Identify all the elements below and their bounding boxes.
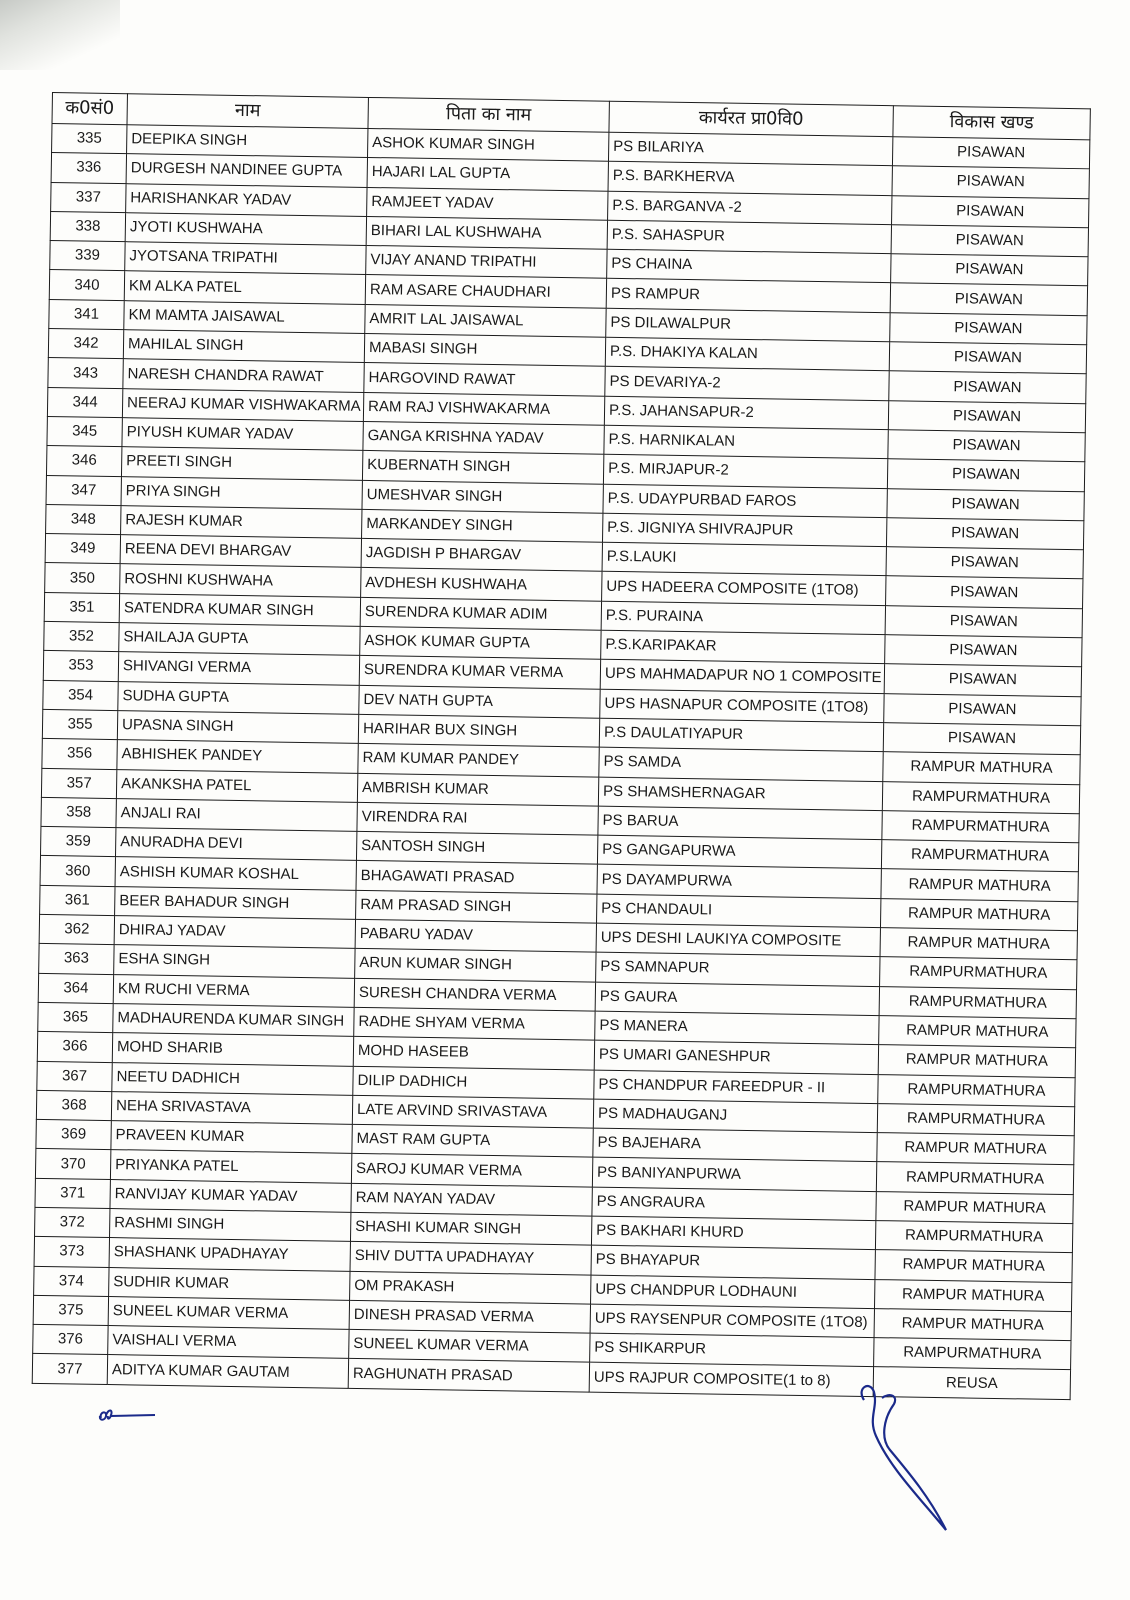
- cell-father-name: SHIV DUTTA UPADHAYAY: [350, 1242, 591, 1275]
- cell-name: DHIRAJ YADAV: [114, 916, 355, 949]
- cell-serial-number: 366: [37, 1032, 112, 1062]
- cell-father-name: DEV NATH GUPTA: [359, 685, 600, 718]
- cell-serial-number: 369: [36, 1119, 111, 1149]
- cell-working-school: PS GANGAPURWA: [597, 835, 881, 869]
- cell-serial-number: 374: [34, 1266, 109, 1296]
- cell-working-school: UPS HASNAPUR COMPOSITE (1TO8): [600, 689, 884, 723]
- cell-development-block: PISAWAN: [888, 430, 1085, 462]
- cell-name: ROSHNI KUSHWAHA: [120, 564, 361, 597]
- cell-development-block: RAMPUR MATHURA: [878, 1045, 1075, 1077]
- cell-development-block: RAMPURMATHURA: [881, 840, 1078, 872]
- cell-serial-number: 354: [43, 680, 118, 710]
- cell-working-school: UPS CHANDPUR LODHAUNI: [591, 1275, 875, 1309]
- cell-serial-number: 345: [47, 416, 122, 446]
- cell-name: MOHD SHARIB: [112, 1033, 353, 1066]
- cell-serial-number: 338: [50, 211, 125, 241]
- cell-development-block: RAMPURMATHURA: [874, 1338, 1071, 1370]
- cell-name: KM RUCHI VERMA: [113, 974, 354, 1007]
- initials-mark: [95, 1402, 165, 1426]
- cell-father-name: GANGA KRISHNA YADAV: [363, 421, 604, 454]
- cell-father-name: SURENDRA KUMAR VERMA: [359, 656, 600, 689]
- cell-name: VAISHALI VERMA: [108, 1326, 349, 1359]
- cell-father-name: ASHOK KUMAR GUPTA: [360, 626, 601, 659]
- cell-father-name: KUBERNATH SINGH: [362, 451, 603, 484]
- cell-working-school: PS CHANDAULI: [597, 894, 881, 928]
- cell-father-name: BIHARI LAL KUSHWAHA: [366, 216, 607, 249]
- cell-father-name: DILIP DADHICH: [353, 1066, 594, 1099]
- cell-father-name: MABASI SINGH: [364, 334, 605, 367]
- cell-development-block: PISAWAN: [887, 459, 1084, 491]
- cell-father-name: MAST RAM GUPTA: [352, 1124, 593, 1157]
- cell-serial-number: 364: [38, 973, 113, 1003]
- cell-working-school: PS RAMPUR: [606, 279, 890, 313]
- cell-father-name: ASHOK KUMAR SINGH: [368, 128, 609, 161]
- cell-serial-number: 347: [46, 475, 121, 505]
- cell-father-name: RAMJEET YADAV: [367, 187, 608, 220]
- cell-working-school: P.S. BARKHERVA: [608, 162, 892, 196]
- cell-development-block: PISAWAN: [886, 547, 1083, 579]
- cell-father-name: ARUN KUMAR SINGH: [355, 949, 596, 982]
- cell-development-block: RAMPURMATHURA: [878, 1074, 1075, 1106]
- page-corner-shadow: [0, 0, 120, 70]
- cell-working-school: PS SHIKARPUR: [590, 1333, 874, 1367]
- cell-serial-number: 370: [35, 1149, 110, 1179]
- cell-name: SATENDRA KUMAR SINGH: [119, 593, 360, 626]
- cell-serial-number: 346: [46, 446, 121, 476]
- cell-father-name: SURENDRA KUMAR ADIM: [360, 597, 601, 630]
- cell-name: UPASNA SINGH: [117, 711, 358, 744]
- teacher-roster-table: [32, 92, 1091, 1400]
- cell-father-name: HARIHAR BUX SINGH: [358, 714, 599, 747]
- cell-working-school: PS CHANDPUR FAREEDPUR - II: [594, 1070, 878, 1104]
- cell-development-block: PISAWAN: [885, 635, 1082, 667]
- cell-serial-number: 376: [33, 1325, 108, 1355]
- cell-working-school: PS BAJEHARA: [593, 1128, 877, 1162]
- cell-serial-number: 344: [47, 387, 122, 417]
- cell-working-school: P.S. JAHANSAPUR-2: [604, 396, 888, 430]
- cell-serial-number: 357: [41, 768, 116, 798]
- cell-father-name: MARKANDEY SINGH: [362, 509, 603, 542]
- cell-working-school: PS BANIYANPURWA: [592, 1158, 876, 1192]
- signature-mark: [850, 1378, 960, 1538]
- cell-development-block: RAMPURMATHURA: [882, 781, 1079, 813]
- cell-father-name: RAM RAJ VISHWAKARMA: [363, 392, 604, 425]
- cell-name: PRIYA SINGH: [121, 476, 362, 509]
- cell-father-name: OM PRAKASH: [350, 1271, 591, 1304]
- cell-serial-number: 358: [41, 797, 116, 827]
- cell-working-school: PS BAKHARI KHURD: [591, 1216, 875, 1250]
- cell-development-block: RAMPUR MATHURA: [883, 752, 1080, 784]
- cell-name: PREETI SINGH: [121, 447, 362, 480]
- cell-working-school: PS DEVARIYA-2: [605, 367, 889, 401]
- cell-development-block: RAMPURMATHURA: [880, 957, 1077, 989]
- cell-serial-number: 355: [42, 709, 117, 739]
- cell-development-block: RAMPURMATHURA: [877, 1103, 1074, 1135]
- cell-development-block: RAMPUR MATHURA: [880, 898, 1077, 930]
- cell-name: NARESH CHANDRA RAWAT: [123, 359, 364, 392]
- cell-name: PRIYANKA PATEL: [110, 1150, 351, 1183]
- cell-serial-number: 341: [49, 299, 124, 329]
- cell-working-school: P.S. BARGANVA -2: [608, 191, 892, 225]
- header-name: नाम: [127, 94, 368, 129]
- cell-father-name: RAM KUMAR PANDEY: [358, 744, 599, 777]
- cell-serial-number: 375: [33, 1295, 108, 1325]
- cell-name: RASHMI SINGH: [110, 1209, 351, 1242]
- cell-development-block: RAMPUR MATHURA: [874, 1279, 1071, 1311]
- cell-name: SUDHA GUPTA: [118, 681, 359, 714]
- cell-serial-number: 359: [41, 827, 116, 857]
- cell-name: SUNEEL KUMAR VERMA: [108, 1296, 349, 1329]
- cell-development-block: PISAWAN: [892, 166, 1089, 198]
- cell-name: NEETU DADHICH: [112, 1062, 353, 1095]
- cell-development-block: PISAWAN: [892, 137, 1089, 169]
- cell-father-name: MOHD HASEEB: [353, 1037, 594, 1070]
- cell-father-name: RAM NAYAN YADAV: [351, 1183, 592, 1216]
- cell-name: ESHA SINGH: [114, 945, 355, 978]
- cell-development-block: PISAWAN: [886, 518, 1083, 550]
- cell-serial-number: 360: [40, 856, 115, 886]
- cell-name: HARISHANKAR YADAV: [126, 183, 367, 216]
- cell-working-school: PS BHAYAPUR: [591, 1245, 875, 1279]
- roster-sheet: [32, 92, 1067, 1400]
- cell-development-block: RAMPUR MATHURA: [876, 1191, 1073, 1223]
- cell-serial-number: 342: [48, 329, 123, 359]
- cell-father-name: SAROJ KUMAR VERMA: [351, 1154, 592, 1187]
- cell-father-name: SUNEEL KUMAR VERMA: [349, 1329, 590, 1362]
- cell-father-name: BHAGAWATI PRASAD: [356, 861, 597, 894]
- cell-development-block: RAMPURMATHURA: [882, 810, 1079, 842]
- cell-name: NEHA SRIVASTAVA: [111, 1091, 352, 1124]
- cell-working-school: UPS RAYSENPUR COMPOSITE (1TO8): [590, 1304, 874, 1338]
- cell-father-name: VIJAY ANAND TRIPATHI: [366, 246, 607, 279]
- cell-development-block: PISAWAN: [884, 693, 1081, 725]
- cell-name: DURGESH NANDINEE GUPTA: [126, 154, 367, 187]
- cell-development-block: RAMPUR MATHURA: [879, 1016, 1076, 1048]
- cell-father-name: VIRENDRA RAI: [357, 802, 598, 835]
- cell-name: ANURADHA DEVI: [115, 828, 356, 861]
- cell-name: KM ALKA PATEL: [124, 271, 365, 304]
- roster-body: [32, 124, 1090, 1400]
- cell-serial-number: 362: [39, 914, 114, 944]
- cell-development-block: RAMPUR MATHURA: [881, 869, 1078, 901]
- cell-father-name: UMESHVAR SINGH: [362, 480, 603, 513]
- cell-development-block: RAMPUR MATHURA: [874, 1308, 1071, 1340]
- cell-name: JYOTSANA TRIPATHI: [125, 242, 366, 275]
- cell-serial-number: 339: [50, 241, 125, 271]
- cell-father-name: SHASHI KUMAR SINGH: [350, 1212, 591, 1245]
- cell-development-block: PISAWAN: [887, 488, 1084, 520]
- cell-serial-number: 349: [45, 534, 120, 564]
- cell-working-school: PS BILARIYA: [608, 132, 892, 166]
- cell-development-block: PISAWAN: [889, 371, 1086, 403]
- cell-serial-number: 337: [51, 182, 126, 212]
- cell-working-school: PS BARUA: [598, 806, 882, 840]
- cell-working-school: UPS MAHMADAPUR NO 1 COMPOSITE: [600, 660, 884, 694]
- cell-serial-number: 352: [44, 621, 119, 651]
- cell-working-school: P.S. SAHASPUR: [607, 220, 891, 254]
- cell-working-school: PS DAYAMPURWA: [597, 865, 881, 899]
- cell-serial-number: 377: [32, 1354, 107, 1384]
- cell-father-name: LATE ARVIND SRIVASTAVA: [352, 1095, 593, 1128]
- cell-father-name: RAM PRASAD SINGH: [356, 890, 597, 923]
- cell-serial-number: 372: [35, 1207, 110, 1237]
- cell-name: REENA DEVI BHARGAV: [120, 535, 361, 568]
- cell-working-school: P.S. UDAYPURBAD FAROS: [603, 484, 887, 518]
- cell-name: SHIVANGI VERMA: [118, 652, 359, 685]
- cell-working-school: PS SHAMSHERNAGAR: [598, 777, 882, 811]
- cell-development-block: PISAWAN: [890, 283, 1087, 315]
- cell-name: ANJALI RAI: [116, 798, 357, 831]
- cell-name: RAJESH KUMAR: [121, 505, 362, 538]
- cell-serial-number: 351: [44, 592, 119, 622]
- cell-serial-number: 343: [48, 358, 123, 388]
- cell-development-block: PISAWAN: [889, 342, 1086, 374]
- cell-development-block: RAMPURMATHURA: [879, 986, 1076, 1018]
- cell-development-block: RAMPURMATHURA: [875, 1221, 1072, 1253]
- cell-working-school: P.S.KARIPAKAR: [601, 630, 885, 664]
- cell-working-school: PS ANGRAURA: [592, 1187, 876, 1221]
- cell-development-block: RAMPUR MATHURA: [877, 1133, 1074, 1165]
- cell-serial-number: 336: [51, 153, 126, 183]
- cell-working-school: PS CHAINA: [607, 249, 891, 283]
- cell-working-school: PS DILAWALPUR: [606, 308, 890, 342]
- cell-serial-number: 371: [35, 1178, 110, 1208]
- cell-name: DEEPIKA SINGH: [127, 125, 368, 158]
- cell-name: ADITYA KUMAR GAUTAM: [107, 1355, 348, 1388]
- cell-development-block: PISAWAN: [883, 723, 1080, 755]
- cell-development-block: PISAWAN: [891, 225, 1088, 257]
- cell-working-school: UPS HADEERA COMPOSITE (1TO8): [602, 572, 886, 606]
- cell-father-name: PABARU YADAV: [355, 919, 596, 952]
- cell-name: RANVIJAY KUMAR YADAV: [110, 1179, 351, 1212]
- cell-father-name: HARGOVIND RAWAT: [364, 363, 605, 396]
- cell-serial-number: 368: [36, 1090, 111, 1120]
- cell-working-school: P.S. DHAKIYA KALAN: [605, 337, 889, 371]
- cell-serial-number: 340: [49, 270, 124, 300]
- cell-working-school: UPS RAJPUR COMPOSITE(1 to 8): [589, 1363, 873, 1397]
- cell-name: SHASHANK UPADHAYAY: [109, 1238, 350, 1271]
- header-working-school: कार्यरत प्रा0वि0: [609, 101, 893, 136]
- cell-name: MADHAURENDA KUMAR SINGH: [113, 1003, 354, 1036]
- cell-development-block: RAMPUR MATHURA: [875, 1250, 1072, 1282]
- cell-name: KM MAMTA JAISAWAL: [124, 300, 365, 333]
- cell-working-school: P.S. HARNIKALAN: [604, 425, 888, 459]
- cell-father-name: RADHE SHYAM VERMA: [354, 1007, 595, 1040]
- cell-development-block: PISAWAN: [892, 195, 1089, 227]
- cell-working-school: PS MANERA: [595, 1011, 879, 1045]
- cell-working-school: P.S DAULATIYAPUR: [599, 718, 883, 752]
- cell-name: PIYUSH KUMAR YADAV: [122, 418, 363, 451]
- cell-father-name: RAGHUNATH PRASAD: [348, 1359, 589, 1392]
- cell-name: NEERAJ KUMAR VISHWAKARMA: [122, 388, 363, 421]
- cell-development-block: PISAWAN: [890, 312, 1087, 344]
- cell-father-name: AMBRISH KUMAR: [357, 773, 598, 806]
- cell-working-school: PS SAMNAPUR: [596, 952, 880, 986]
- cell-working-school: PS MADHAUGANJ: [593, 1099, 877, 1133]
- cell-father-name: RAM ASARE CHAUDHARI: [365, 275, 606, 308]
- cell-father-name: HAJARI LAL GUPTA: [367, 158, 608, 191]
- cell-development-block: PISAWAN: [886, 576, 1083, 608]
- cell-serial-number: 361: [40, 885, 115, 915]
- cell-serial-number: 365: [38, 1002, 113, 1032]
- cell-name: SHAILAJA GUPTA: [119, 623, 360, 656]
- cell-working-school: P.S. MIRJAPUR-2: [603, 454, 887, 488]
- cell-name: PRAVEEN KUMAR: [111, 1121, 352, 1154]
- cell-name: JYOTI KUSHWAHA: [125, 213, 366, 246]
- cell-working-school: PS UMARI GANESHPUR: [594, 1040, 878, 1074]
- cell-serial-number: 356: [42, 739, 117, 769]
- cell-serial-number: 373: [34, 1237, 109, 1267]
- cell-working-school: P.S.LAUKI: [602, 542, 886, 576]
- cell-development-block: RAMPURMATHURA: [876, 1162, 1073, 1194]
- cell-working-school: PS SAMDA: [599, 747, 883, 781]
- cell-development-block: PISAWAN: [884, 664, 1081, 696]
- header-development-block: विकास खण्ड: [893, 106, 1090, 140]
- cell-working-school: P.S. PURAINA: [601, 601, 885, 635]
- cell-working-school: PS GAURA: [595, 982, 879, 1016]
- cell-working-school: UPS DESHI LAUKIYA COMPOSITE: [596, 923, 880, 957]
- cell-name: SUDHIR KUMAR: [109, 1267, 350, 1300]
- cell-serial-number: 350: [45, 563, 120, 593]
- cell-father-name: DINESH PRASAD VERMA: [349, 1300, 590, 1333]
- cell-development-block: PISAWAN: [885, 605, 1082, 637]
- cell-development-block: REUSA: [873, 1367, 1070, 1399]
- cell-development-block: PISAWAN: [888, 400, 1085, 432]
- cell-father-name: SANTOSH SINGH: [356, 832, 597, 865]
- cell-father-name: AMRIT LAL JAISAWAL: [365, 304, 606, 337]
- cell-serial-number: 353: [43, 651, 118, 681]
- cell-name: AKANKSHA PATEL: [116, 769, 357, 802]
- cell-working-school: P.S. JIGNIYA SHIVRAJPUR: [602, 513, 886, 547]
- header-father-name: पिता का नाम: [368, 97, 609, 132]
- cell-serial-number: 348: [46, 504, 121, 534]
- cell-serial-number: 335: [52, 124, 127, 154]
- cell-name: MAHILAL SINGH: [123, 330, 364, 363]
- cell-development-block: RAMPUR MATHURA: [880, 928, 1077, 960]
- cell-serial-number: 367: [37, 1061, 112, 1091]
- cell-name: ABHISHEK PANDEY: [117, 740, 358, 773]
- cell-name: ASHISH KUMAR KOSHAL: [115, 857, 356, 890]
- header-serial-number: क0सं0: [52, 93, 127, 125]
- cell-father-name: AVDHESH KUSHWAHA: [361, 568, 602, 601]
- cell-serial-number: 363: [39, 944, 114, 974]
- cell-development-block: PISAWAN: [891, 254, 1088, 286]
- cell-father-name: SURESH CHANDRA VERMA: [354, 978, 595, 1011]
- cell-father-name: JAGDISH P BHARGAV: [361, 539, 602, 572]
- cell-name: BEER BAHADUR SINGH: [115, 886, 356, 919]
